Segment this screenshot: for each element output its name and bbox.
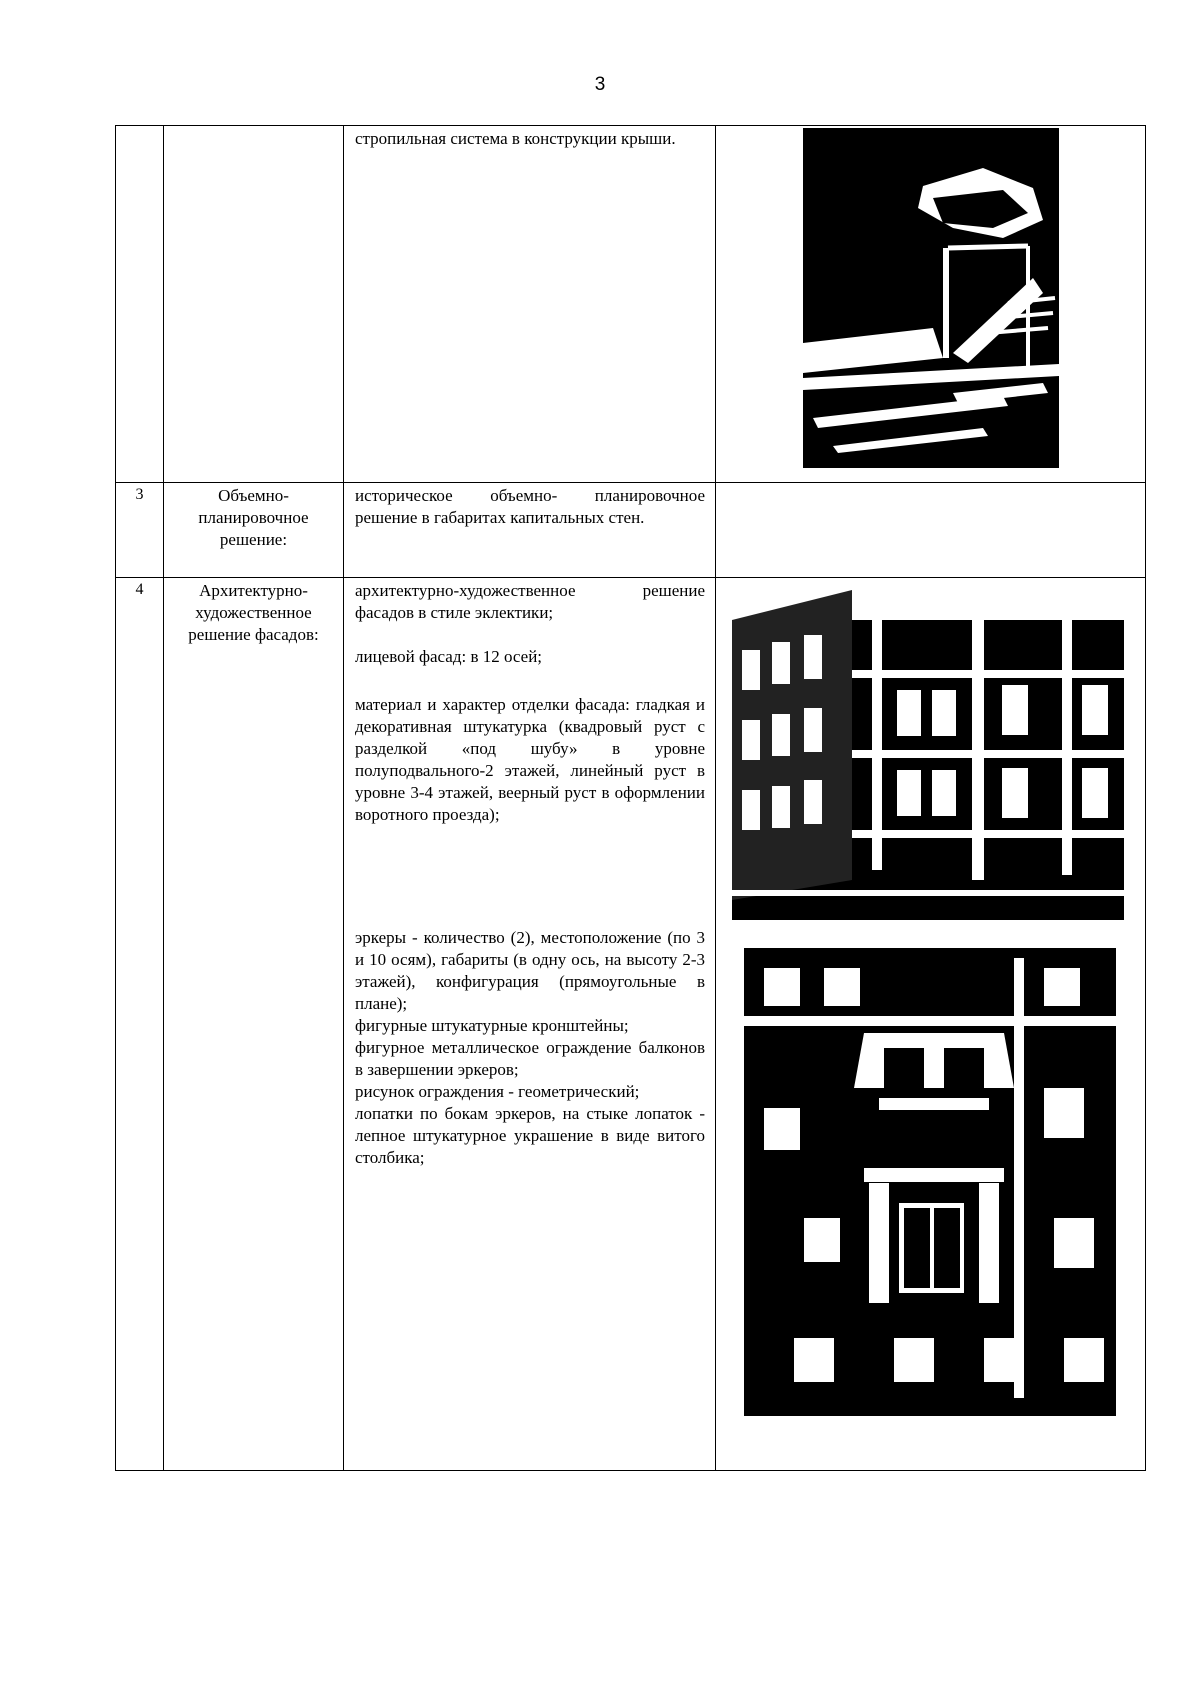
row-number — [116, 126, 164, 483]
row-description — [344, 126, 716, 483]
table-row — [116, 483, 1146, 578]
row-title: Объемно-планировочное решение: — [164, 483, 344, 578]
description-paragraph: историческое объемно- планировочное решение в габаритах капитальных стен. — [355, 486, 705, 527]
row-number: 3 — [116, 483, 164, 578]
description-paragraph: фигурные штукатурные кронштейны; — [355, 1016, 629, 1035]
description-paragraph: архитектурно-художественное решение фасадов в стиле эклектики; — [355, 581, 705, 622]
page-number: 3 — [594, 74, 606, 95]
row-number: 4 — [116, 578, 164, 1471]
description-paragraph: материал и характер отделки фасада: гладкая и декоративная штукатурка (квадровый руст с разделкой «под шубу» в уровне полуподвального-2 этажей, линейный руст в уровне 3-4 этажей, веерный руст в оформлении воротного проезда); — [355, 695, 705, 824]
table-row — [116, 578, 1146, 1471]
description-paragraph: фигурное металлическое ограждение балконов в завершении эркеров; — [355, 1038, 705, 1079]
photo-cell — [716, 126, 1146, 483]
row-title — [164, 126, 344, 483]
photo-cell — [716, 483, 1146, 578]
description-paragraph: лопатки по бокам эркеров, на стыке лопаток - лепное штукатурное украшение в виде витого столбика; — [355, 1104, 705, 1167]
row-description — [344, 578, 716, 1471]
facade-bay-window-photo — [744, 938, 1116, 1416]
row-description — [344, 483, 716, 578]
description-paragraph: лицевой фасад: в 12 осей; — [355, 647, 543, 666]
description-paragraph: стропильная система в конструкции крыши. — [355, 129, 676, 148]
row-title: Архитектурно-художественное решение фасадов: — [164, 578, 344, 1471]
description-paragraph: рисунок ограждения - геометрический; — [355, 1082, 640, 1101]
description-paragraph: эркеры - количество (2), местоположение (по 3 и 10 осям), габариты (в одну ось, на высоту 2-3 этажей), конфигурация (прямоугольные в плане); — [355, 928, 705, 1013]
facade-street-photo — [732, 580, 1124, 920]
table-row — [116, 126, 1146, 483]
monument-description-table — [115, 125, 1146, 1471]
photo-cell — [716, 578, 1146, 1471]
roof-truss-photo — [803, 128, 1059, 468]
